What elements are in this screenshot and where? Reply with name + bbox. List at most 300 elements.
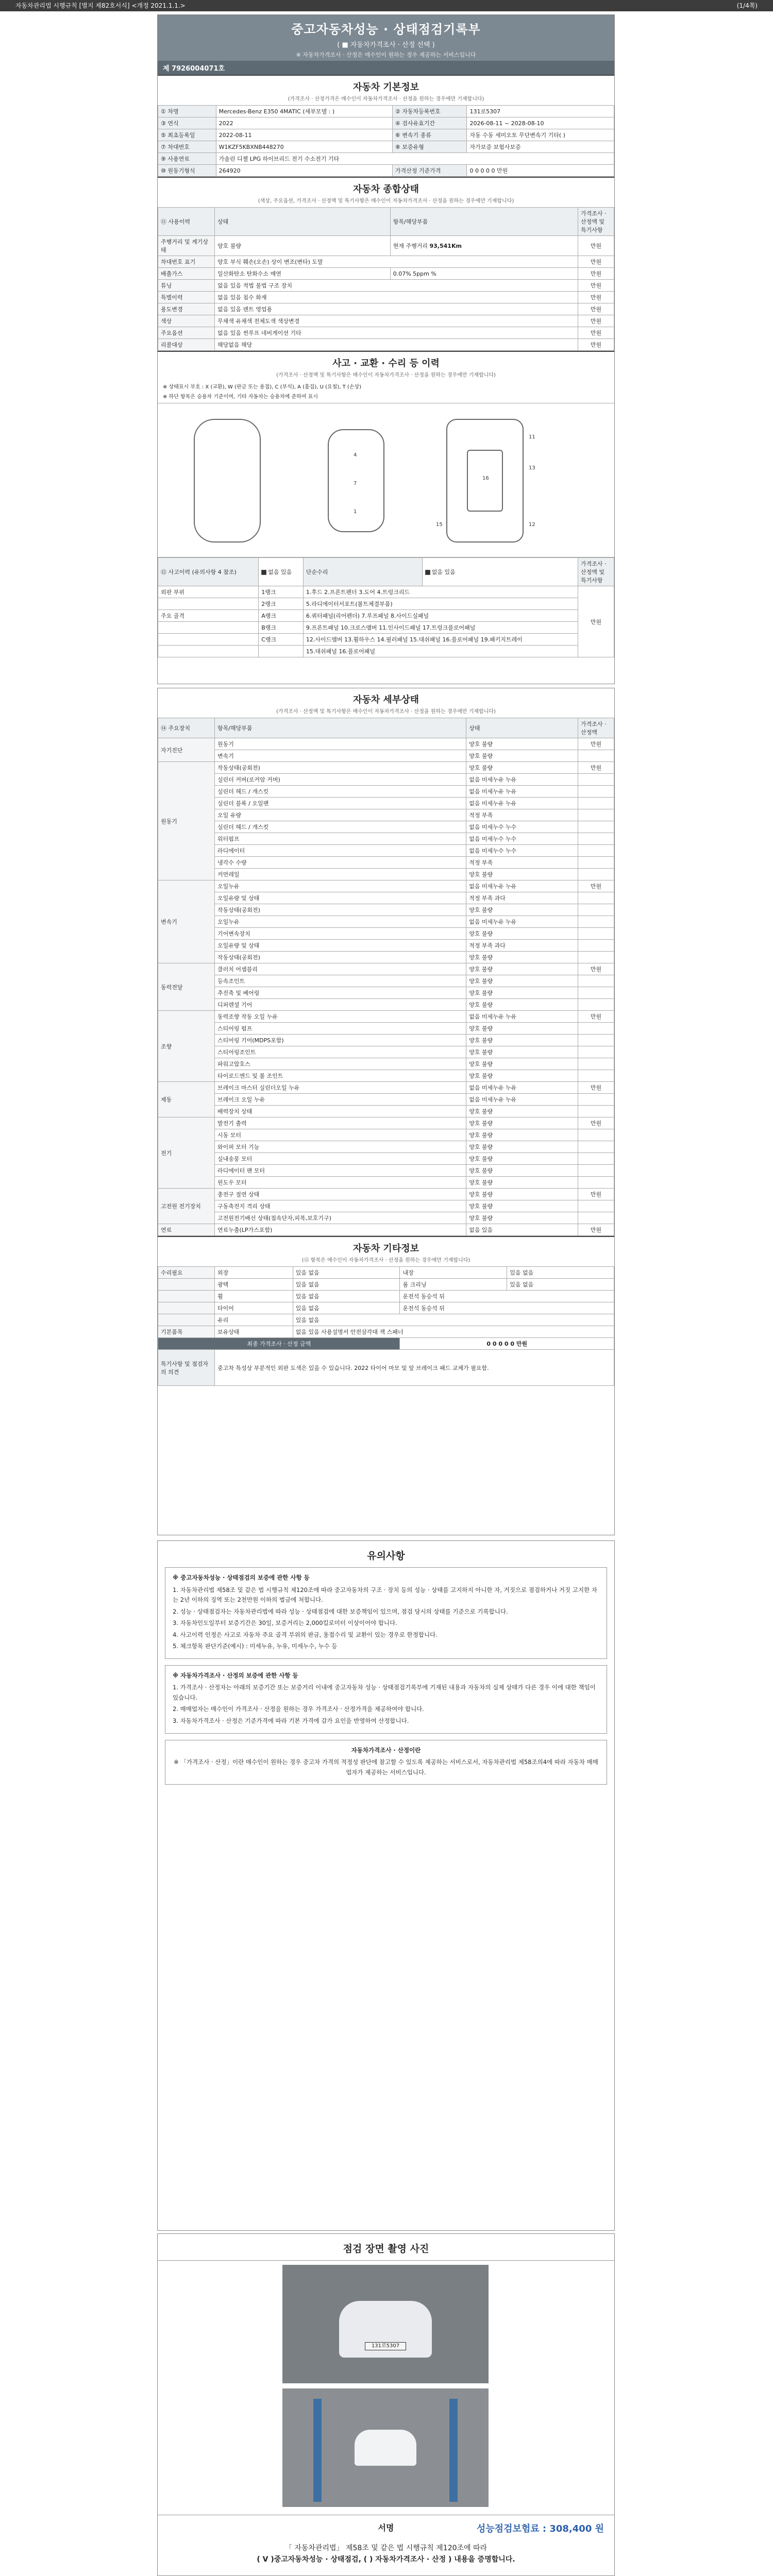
others-state: 있음 없음	[293, 1291, 400, 1302]
rank-parts: 9.프론트패널 10.크로스멤버 11.인사이드패널 17.트렁크플로어패널	[303, 622, 578, 634]
table-row	[158, 1094, 614, 1106]
accident-legend: ※ 상태표시 부호 : X (교환), W (판금 또는 용접), C (부식), A (흠집), U (요철), T (손상)	[163, 384, 362, 390]
device-price	[578, 987, 614, 999]
table-row	[158, 106, 614, 117]
table-row	[158, 750, 614, 762]
device-price	[578, 1058, 614, 1070]
accident-value	[259, 558, 304, 586]
notice-box-title: ※ 자동차가격조사 · 산정의 보증에 관한 사항 등	[173, 1671, 298, 1679]
rank-parts: 1.후드 2.프론트펜더 3.도어 4.트렁크리드	[303, 586, 578, 598]
device-price	[578, 1023, 614, 1035]
table-row	[158, 1326, 614, 1338]
device-price	[578, 1094, 614, 1106]
page-3	[157, 1540, 615, 2231]
device-price: 만원	[578, 963, 614, 975]
device-state: 없음 미세누유 누유	[466, 774, 578, 786]
device-price	[578, 869, 614, 880]
sign-label: 서명	[378, 2523, 394, 2533]
device-part: 실내송풍 모터	[215, 1153, 466, 1165]
device-price	[578, 892, 614, 904]
device-state: 양호 불량	[466, 1129, 578, 1141]
others-group	[158, 1302, 215, 1314]
device-state: 양호 불량	[466, 975, 578, 987]
lift-photo	[282, 2388, 489, 2507]
table-row	[158, 256, 614, 268]
row-state: 없음 있음 썬루프 네비게이션 기타	[215, 327, 578, 339]
device-part: 브레이크 오일 누유	[215, 1094, 466, 1106]
certify-line-2: ( V )중고자동차성능 · 상태점검, ( ) 자동차가격조사 · 산정 ) 내용을 증명합니다.	[257, 2555, 515, 2564]
device-group: 전기	[158, 1117, 215, 1189]
table-row	[158, 1314, 614, 1326]
field-value: 자동 수동 세미오토 무단변속기 기타( )	[467, 129, 614, 141]
field-label: 가격산정 기준가격	[392, 165, 467, 177]
total-row	[158, 1338, 614, 1350]
device-price	[578, 833, 614, 845]
rank-parts: 12.사이드멤버 13.휠하우스 14.필러패널 15.대쉬패널 16.플로어패널 19.패키지트레이	[303, 634, 578, 646]
part-number: 11	[529, 434, 535, 440]
device-price	[578, 1070, 614, 1082]
others-group: 기본품목	[158, 1326, 215, 1338]
device-part: 오일유량 및 상태	[215, 892, 466, 904]
overall-table	[158, 207, 614, 351]
device-price	[578, 774, 614, 786]
device-state: 없음 미세누수 누수	[466, 845, 578, 857]
field-label: ⑦ 차대번호	[158, 141, 216, 153]
table-row	[158, 292, 614, 303]
device-state: 양호 불량	[466, 738, 578, 750]
notice-box-title: 자동차가격조사 · 산정이란	[351, 1746, 421, 1754]
table-row	[158, 129, 614, 141]
device-part: 실린더 헤드 / 개스킷	[215, 786, 466, 798]
special-row	[158, 1350, 614, 1386]
others-item: 광택	[215, 1279, 293, 1291]
insurance-fee: 성능점검보험료 : 308,400 원	[476, 2523, 604, 2534]
table-row	[158, 963, 614, 975]
table-row	[158, 999, 614, 1011]
rank-group: 주요 골격	[158, 610, 259, 622]
table-row	[158, 236, 614, 256]
field-value: 가솔린 디젤 LPG 하이브리드 전기 수소전기 기타	[216, 153, 614, 165]
others-state: 있음 없음	[293, 1302, 400, 1314]
device-state: 없음 미세누유 누유	[466, 1094, 578, 1106]
others-item: 휠	[215, 1291, 293, 1302]
device-part: 스티어링조인트	[215, 1046, 466, 1058]
device-part: 클러치 어셈블리	[215, 963, 466, 975]
notice-box-3	[165, 1740, 607, 1785]
lift-post-right	[449, 2399, 458, 2502]
field-value: 0 0 0 0 0 만원	[467, 165, 614, 177]
table-row	[158, 1046, 614, 1058]
device-part: 원동기	[215, 738, 466, 750]
rank-parts: 6.쿼터패널(리어펜더) 7.루프패널 8.사이드실패널	[303, 610, 578, 622]
device-price: 만원	[578, 1117, 614, 1129]
device-state: 양호 불량	[466, 1165, 578, 1177]
device-part: 실린더 블록 / 오일팬	[215, 798, 466, 809]
table-row	[158, 1141, 614, 1153]
field-value: 2022	[216, 117, 392, 129]
others-group	[158, 1279, 215, 1291]
device-price: 만원	[578, 1189, 614, 1200]
field-label: ③ 연식	[158, 117, 216, 129]
field-label: ⑧ 보증유형	[392, 141, 467, 153]
table-row	[158, 880, 614, 892]
row-label: 리콜대상	[158, 339, 215, 351]
device-part: 고전원전기배선 상태(접속단자,피복,보호기구)	[215, 1212, 466, 1224]
device-state: 없음 미세누유 누유	[466, 916, 578, 928]
device-state: 양호 불량	[466, 952, 578, 963]
device-part: 라디에이터 팬 모터	[215, 1165, 466, 1177]
title-band	[158, 15, 614, 61]
special-label: 특기사항 및 점검자의 의견	[158, 1350, 215, 1386]
license-plate: 131로5307	[365, 2342, 406, 2350]
device-part: 디퍼렌셜 기어	[215, 999, 466, 1011]
part-number: 12	[529, 522, 535, 528]
device-state: 적정 부족	[466, 857, 578, 869]
device-state: 양호 불량	[466, 904, 578, 916]
device-state: 없음 있음	[466, 1224, 578, 1236]
device-part: 동력조향 작동 오일 누유	[215, 1011, 466, 1023]
col-header: 가격조사 · 산정액	[578, 718, 614, 738]
field-label: ⑩ 원동기형식	[158, 165, 216, 177]
rank-parts: 5.라디에이터서포트(볼트체결부품)	[303, 598, 578, 610]
sign-row	[158, 2515, 614, 2538]
car-outline-left	[194, 419, 261, 543]
device-part: 오일유량 및 상태	[215, 940, 466, 952]
field-label: ⑤ 최초등록일	[158, 129, 216, 141]
mileage-label: 현재 주행거리	[393, 243, 428, 249]
part-number: 1	[354, 509, 357, 515]
device-group: 제동	[158, 1082, 215, 1117]
device-part: 브레이크 마스터 실린더오일 누유	[215, 1082, 466, 1094]
simple-repair-options: 없음 있음	[431, 569, 456, 575]
device-price	[578, 786, 614, 798]
rank-name: 2랭크	[259, 598, 304, 610]
device-group: 자기진단	[158, 738, 215, 762]
table-row	[158, 558, 614, 586]
table-row	[158, 786, 614, 798]
table-header-row	[158, 718, 614, 738]
title-note: ※ 자동차가격조사 · 산정은 매수인이 원하는 경우 제공하는 서비스입니다	[296, 52, 476, 58]
device-price	[578, 750, 614, 762]
table-row	[158, 634, 614, 646]
notice-item: 3. 자동차가격조사 · 산정은 기준가격에 따라 기본 가격에 감가 요인을 반영하여 산정합니다.	[173, 1717, 409, 1725]
device-group: 조향	[158, 1011, 215, 1082]
row-price: 만원	[578, 256, 614, 268]
car-damage-diagram	[158, 403, 614, 557]
total-label: 최종 가격조사 · 산정 금액	[158, 1338, 400, 1350]
accident-label: ⑫ 사고이력 (유의사항 4 참조)	[158, 558, 259, 586]
device-state: 양호 불량	[466, 869, 578, 880]
detail-heading: 자동차 세부상태	[353, 694, 419, 705]
notice-heading: 유의사항	[367, 1550, 405, 1562]
notice-item: 4. 사고이력 인정은 사고로 자동차 주요 골격 부위의 판금, 용접수리 및 교환이 있는 경우로 한정합니다.	[173, 1631, 438, 1638]
notice-box-2	[165, 1665, 607, 1734]
device-price	[578, 1165, 614, 1177]
table-row	[158, 315, 614, 327]
table-row	[158, 1117, 614, 1129]
table-row	[158, 869, 614, 880]
table-header-row	[158, 208, 614, 236]
table-row	[158, 928, 614, 940]
table-row	[158, 598, 614, 610]
others-state: 있음 없음	[507, 1279, 614, 1291]
table-row	[158, 892, 614, 904]
others-item: 운전석 동승석 뒤	[400, 1302, 614, 1314]
device-price	[578, 928, 614, 940]
device-part: 타이로드엔드 및 볼 조인트	[215, 1070, 466, 1082]
form-reference: 자동차관리법 시행규칙 [별지 제82호서식] <개정 2021.1.1.>	[15, 2, 186, 9]
row-price: 만원	[578, 327, 614, 339]
device-price	[578, 940, 614, 952]
device-price	[578, 1212, 614, 1224]
device-state: 양호 불량	[466, 1177, 578, 1189]
device-part: 등속조인트	[215, 975, 466, 987]
device-state: 양호 불량	[466, 999, 578, 1011]
device-state: 양호 불량	[466, 1200, 578, 1212]
device-part: 워터펌프	[215, 833, 466, 845]
checkbox-icon	[425, 570, 430, 575]
device-state: 양호 불량	[466, 1023, 578, 1035]
others-item: 외장	[215, 1267, 293, 1279]
row-label: 차대번호 표기	[158, 256, 215, 268]
device-price	[578, 1129, 614, 1141]
row-state: 무채색 유채색 전체도색 색상변경	[215, 315, 578, 327]
price-col-header: 가격조사 · 산정액 및 특기사항	[578, 558, 614, 586]
table-row	[158, 1035, 614, 1046]
simple-repair-value	[422, 558, 578, 586]
device-state: 양호 불량	[466, 762, 578, 774]
table-row	[158, 1153, 614, 1165]
rank-price: 만원	[578, 586, 614, 657]
row-price: 만원	[578, 280, 614, 292]
field-value: 2026-08-11 ~ 2028-08-10	[467, 117, 614, 129]
table-row	[158, 646, 614, 657]
row-label: 색상	[158, 315, 215, 327]
table-row	[158, 1291, 614, 1302]
row-price: 만원	[578, 292, 614, 303]
row-label: 특별이력	[158, 292, 215, 303]
device-price	[578, 845, 614, 857]
device-part: 충전구 절연 상태	[215, 1189, 466, 1200]
page-1	[157, 14, 615, 684]
notice-item: 5. 체크항목 판단기준(예시) : 미세누유, 누유, 미세누수, 누수 등	[173, 1642, 338, 1650]
others-state: 있음 없음	[507, 1267, 614, 1279]
table-row	[158, 1224, 614, 1236]
device-state: 양호 불량	[466, 1212, 578, 1224]
table-row	[158, 809, 614, 821]
device-price	[578, 1035, 614, 1046]
row-state: 해당없음 해당	[215, 339, 578, 351]
others-state: 있음 없음	[293, 1267, 400, 1279]
device-price	[578, 1046, 614, 1058]
device-state: 양호 불량	[466, 963, 578, 975]
device-state: 없음 미세누유 누유	[466, 1082, 578, 1094]
col-header: 항목/해당부품	[390, 208, 578, 236]
title-option: ( ■ 자동차가격조사 · 산정 선택 )	[337, 41, 435, 49]
device-state: 양호 불량	[466, 750, 578, 762]
others-state: 있음 없음	[293, 1279, 400, 1291]
table-row	[158, 303, 614, 315]
certify-line-1: 「 자동차관리법」 제58조 및 같은 법 시행규칙 제120조에 따라	[284, 2544, 488, 2552]
others-item: 운전석 동승석 뒤	[400, 1291, 614, 1302]
col-header: 가격조사 · 산정액 및 특기사항	[578, 208, 614, 236]
table-row	[158, 940, 614, 952]
table-row	[158, 821, 614, 833]
row-price: 만원	[578, 268, 614, 280]
device-part: 시동 모터	[215, 1129, 466, 1141]
device-price	[578, 904, 614, 916]
notice-item: 1. 가격조사 · 산정자는 아래의 보증기간 또는 보증거리 이내에 중고자동차 성능 · 상태점검기록부에 기재된 내용과 자동차의 실제 상태가 다른 경우 이에 대한 책임이 있습니다.	[173, 1684, 596, 1701]
col-header: ⑪ 사용이력	[158, 208, 215, 236]
device-state: 양호 불량	[466, 928, 578, 940]
device-part: 작동상태(공회전)	[215, 904, 466, 916]
mileage-value: 93,541Km	[429, 243, 462, 249]
table-row	[158, 1058, 614, 1070]
rank-name: A랭크	[259, 610, 304, 622]
device-price: 만원	[578, 1011, 614, 1023]
others-note: (⑮ 항목은 매수인이 자동차가격조사 · 산정을 원하는 경우에만 기재합니다)	[301, 1258, 470, 1263]
device-part: 파워고압호스	[215, 1058, 466, 1070]
device-part: 변속기	[215, 750, 466, 762]
device-price	[578, 798, 614, 809]
others-state: 있음 없음	[293, 1314, 614, 1326]
table-row	[158, 327, 614, 339]
device-state: 적정 부족 과다	[466, 892, 578, 904]
field-label: ② 자동차등록번호	[392, 106, 467, 117]
device-part: 스티어링 펌프	[215, 1023, 466, 1035]
device-state: 양호 불량	[466, 1117, 578, 1129]
table-row	[158, 833, 614, 845]
table-row	[158, 141, 614, 153]
device-price	[578, 975, 614, 987]
others-group	[158, 1291, 215, 1302]
device-part: 오일 유량	[215, 809, 466, 821]
device-part: 기어변속장치	[215, 928, 466, 940]
table-row	[158, 1165, 614, 1177]
table-row	[158, 268, 614, 280]
field-value: 2022-08-11	[216, 129, 392, 141]
device-part: 커먼레일	[215, 869, 466, 880]
table-row	[158, 798, 614, 809]
table-row	[158, 610, 614, 622]
table-row	[158, 280, 614, 292]
device-price	[578, 1141, 614, 1153]
rank-group	[158, 646, 259, 657]
table-row	[158, 339, 614, 351]
basic-info-table	[158, 105, 614, 177]
table-row	[158, 904, 614, 916]
device-price	[578, 1153, 614, 1165]
table-row	[158, 1189, 614, 1200]
device-part: 구동축전지 격리 상태	[215, 1200, 466, 1212]
device-price	[578, 1200, 614, 1212]
part-number: 4	[354, 452, 357, 458]
table-row	[158, 165, 614, 177]
mileage-cell	[390, 236, 578, 256]
document-number: 제 7926004071호	[158, 61, 614, 75]
others-table	[158, 1266, 614, 1386]
device-part: 작동상태(공회전)	[215, 952, 466, 963]
device-state: 양호 불량	[466, 1058, 578, 1070]
table-row	[158, 586, 614, 598]
detail-table	[158, 718, 614, 1236]
row-label: 용도변경	[158, 303, 215, 315]
table-row	[158, 916, 614, 928]
device-part: 냉각수 수량	[215, 857, 466, 869]
row-price: 만원	[578, 236, 614, 256]
table-row	[158, 1279, 614, 1291]
part-number: 16	[482, 476, 489, 481]
table-row	[158, 1106, 614, 1117]
notice-item: 3. 자동차인도일부터 보증기간은 30일, 보증거리는 2,000킬로미터 이상이어야 합니다.	[173, 1619, 397, 1627]
others-item: 타이어	[215, 1302, 293, 1314]
device-part: 윈도우 모터	[215, 1177, 466, 1189]
rank-name	[259, 646, 304, 657]
device-state: 양호 불량	[466, 1189, 578, 1200]
others-state: 없음 있음 사용설명서 안전삼각대 잭 스패너	[293, 1326, 614, 1338]
col-header: ⑭ 주요장치	[158, 718, 215, 738]
device-state: 없음 미세누수 누수	[466, 833, 578, 845]
notice-box-title: ※ 중고자동차성능 · 상태점검의 보증에 관한 사항 등	[173, 1574, 310, 1581]
device-group: 변속기	[158, 880, 215, 963]
basic-info-note: (가격조사 · 산정가격은 매수인이 자동차가격조사 · 산정을 원하는 경우에만 기재합니다)	[288, 96, 484, 102]
table-row	[158, 1302, 614, 1314]
device-price	[578, 857, 614, 869]
rank-group	[158, 622, 259, 634]
table-row	[158, 975, 614, 987]
row-state: 없음 있음 적법 불법 구조 장치	[215, 280, 578, 292]
rank-name: B랭크	[259, 622, 304, 634]
device-part: 라디에이터	[215, 845, 466, 857]
page-2	[157, 688, 615, 1535]
device-state: 적정 부족 과다	[466, 940, 578, 952]
car-on-lift	[355, 2430, 416, 2466]
rank-group	[158, 598, 259, 610]
device-group: 연료	[158, 1224, 215, 1236]
device-price: 만원	[578, 762, 614, 774]
device-price: 만원	[578, 1082, 614, 1094]
device-state: 양호 불량	[466, 1046, 578, 1058]
simple-repair-label: 단순수리	[303, 558, 422, 586]
table-row	[158, 774, 614, 786]
row-price: 만원	[578, 303, 614, 315]
table-row	[158, 845, 614, 857]
page-title: 중고자동차성능 · 상태점검기록부	[291, 22, 481, 37]
part-number: 7	[354, 481, 357, 486]
page-4	[157, 2233, 615, 2576]
accident-heading: 사고 · 교환 · 수리 등 이력	[158, 351, 614, 370]
field-value: 131로5307	[467, 106, 614, 117]
device-state: 양호 불량	[466, 1141, 578, 1153]
row-state: 없음 있음 침수 화재	[215, 292, 578, 303]
rank-group: 외판 부위	[158, 586, 259, 598]
row-label: 배출가스	[158, 268, 215, 280]
table-row	[158, 952, 614, 963]
table-row	[158, 1082, 614, 1094]
device-price	[578, 809, 614, 821]
device-part: 와이퍼 모터 기능	[215, 1141, 466, 1153]
device-state: 없음 미세누유 누유	[466, 880, 578, 892]
device-price	[578, 999, 614, 1011]
table-row	[158, 1129, 614, 1141]
part-number: 15	[436, 522, 443, 528]
device-price: 만원	[578, 880, 614, 892]
table-row	[158, 738, 614, 750]
field-value: 264920	[216, 165, 392, 177]
table-row	[158, 1212, 614, 1224]
table-row	[158, 857, 614, 869]
table-row	[158, 1267, 614, 1279]
